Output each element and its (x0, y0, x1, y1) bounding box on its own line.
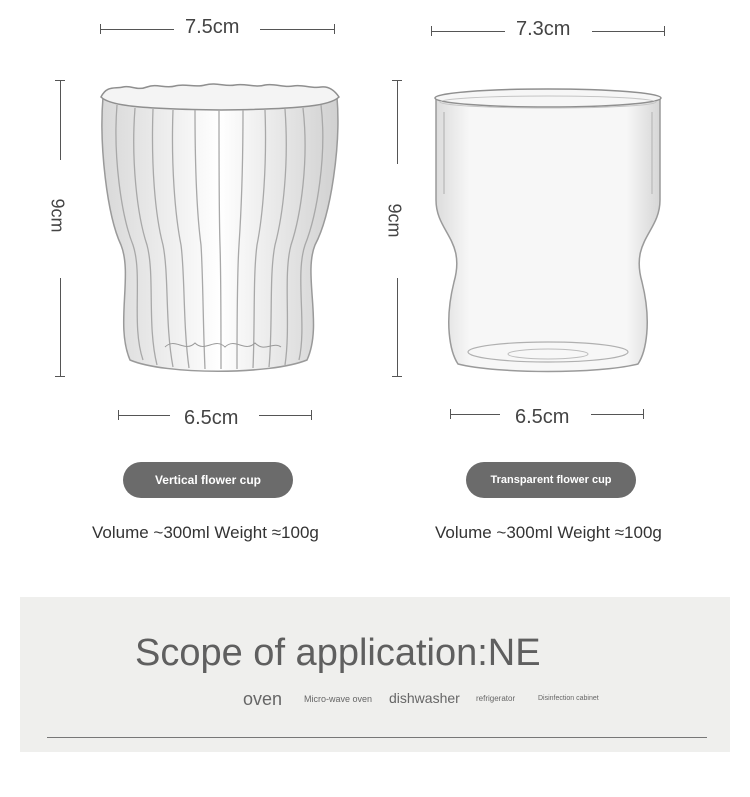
ribbed-glass-cup-image (95, 75, 345, 380)
left-cup-name-badge: Vertical flower cup (123, 462, 293, 498)
dimension-line (591, 414, 643, 415)
dimension-tick (450, 409, 451, 419)
dimension-line (592, 31, 664, 32)
dimension-tick (334, 24, 335, 34)
transparent-glass-cup-image (428, 82, 668, 377)
dimension-line (118, 415, 170, 416)
dimension-tick (118, 410, 119, 420)
divider (47, 737, 707, 738)
left-cup-height: 9cm (47, 198, 68, 233)
right-cup-top-width: 7.3cm (516, 18, 571, 40)
dimension-line (431, 31, 505, 32)
scope-title: Scope of application:NE (135, 632, 541, 674)
right-cup-specs: Volume ~300ml Weight ≈100g (435, 523, 662, 542)
dimension-tick (311, 410, 312, 420)
dimension-line (450, 414, 500, 415)
scope-item-refrigerator: refrigerator (476, 694, 516, 703)
dimension-line (260, 29, 334, 30)
dimension-tick (392, 80, 402, 81)
dimension-tick (664, 26, 665, 36)
scope-item-microwave: Micro-wave oven (304, 694, 373, 704)
dimension-tick (643, 409, 644, 419)
dimension-tick (55, 376, 65, 377)
dimension-tick (392, 376, 402, 377)
dimension-line (60, 278, 61, 376)
dimension-tick (100, 24, 101, 34)
scope-item-disinfection-cabinet: Disinfection cabinet (538, 695, 599, 702)
dimension-line (397, 80, 398, 164)
right-cup-name-badge: Transparent flower cup (466, 462, 636, 498)
left-cup-top-width: 7.5cm (185, 16, 240, 38)
left-cup-bottom-width: 6.5cm (184, 407, 239, 429)
right-cup-height: 9cm (384, 203, 405, 238)
dimension-tick (431, 26, 432, 36)
scope-item-oven: oven (243, 689, 283, 709)
left-cup-specs: Volume ~300ml Weight ≈100g (92, 523, 319, 542)
dimension-line (397, 278, 398, 376)
dimension-line (60, 80, 61, 160)
scope-item-dishwasher: dishwasher (389, 690, 460, 706)
right-cup-bottom-width: 6.5cm (515, 406, 570, 428)
dimension-line (259, 415, 311, 416)
dimension-line (100, 29, 174, 30)
dimension-tick (55, 80, 65, 81)
